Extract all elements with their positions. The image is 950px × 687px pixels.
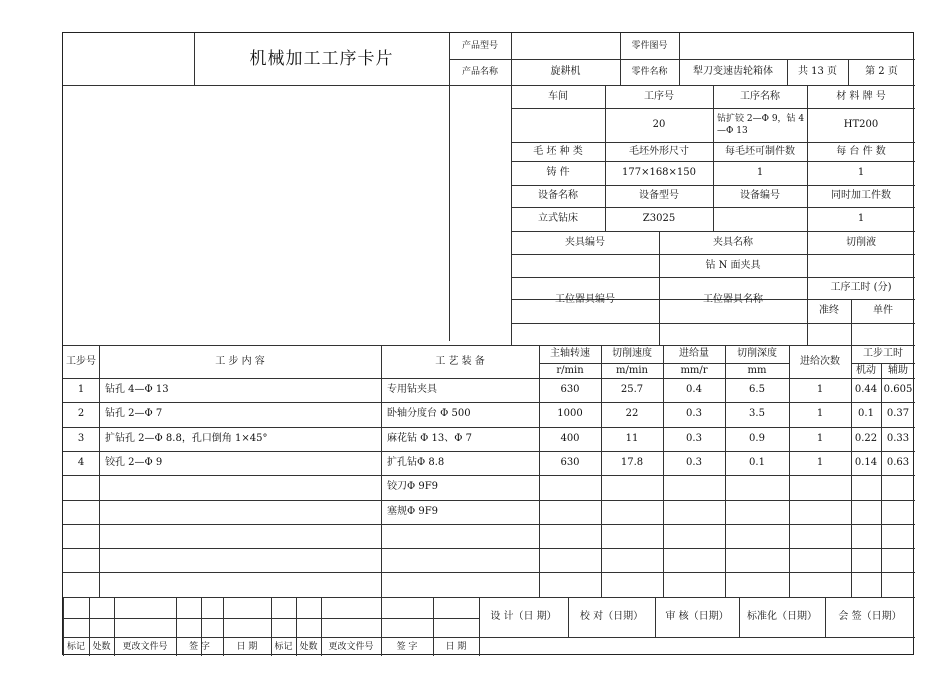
step-cell-aux <box>881 500 915 524</box>
step-cell-feed: 0.3 <box>686 457 702 469</box>
step-cell-passes: 1 <box>816 432 824 444</box>
step-cell-speed: 22 <box>625 408 639 420</box>
step-cell-aux <box>881 572 915 596</box>
unit-time-label: 单件 <box>873 305 893 316</box>
step-cell-equipment: 铰刀Φ 9F9 <box>387 481 439 493</box>
step-cell-machine <box>851 572 881 596</box>
equipment-no-label: 设备编号 <box>740 190 780 201</box>
footer-standardization: 标准化（日期） <box>747 611 817 622</box>
step-cell-content <box>99 524 381 548</box>
step-cell-machine <box>851 500 881 524</box>
process-name-value: 钻扩铰 2—Φ 9，钻 4—Φ 13 <box>717 114 805 136</box>
step-cell-depth <box>725 500 789 524</box>
pieces-per-unit-value: 1 <box>857 167 865 178</box>
equipment-name-value: 立式钻床 <box>538 213 578 224</box>
equipment-model-label: 设备型号 <box>639 190 679 201</box>
station-no-label: 工位器具编号 <box>555 294 615 305</box>
footer-design: 设 计（日 期） <box>490 611 557 622</box>
step-cell-aux: 0.605 <box>883 384 913 396</box>
blank-size-label: 毛坯外形尺寸 <box>629 145 689 157</box>
step-cell-depth <box>725 548 789 572</box>
coolant-label: 切削液 <box>846 236 876 248</box>
footer-count-label: 处数 <box>299 641 318 652</box>
header-step-time: 工步工时 <box>863 348 903 359</box>
step-cell-speed <box>601 572 663 596</box>
step-cell-passes <box>789 524 851 548</box>
step-cell-content <box>99 500 381 524</box>
workshop-label: 车间 <box>548 90 568 102</box>
step-cell-no <box>63 475 99 499</box>
step-cell-depth <box>725 475 789 499</box>
step-cell-speed: 17.8 <box>620 457 644 469</box>
step-cell-spindle <box>539 475 601 499</box>
process-card <box>62 32 914 655</box>
step-cell-spindle: 630 <box>560 384 580 396</box>
header-step-content: 工 步 内 容 <box>215 355 265 367</box>
step-cell-feed <box>663 572 725 596</box>
step-cell-equipment: 卧轴分度台 Φ 500 <box>387 408 471 420</box>
pieces-per-unit-label: 每 台 件 数 <box>836 145 886 157</box>
header-feed-unit: mm/r <box>680 364 708 376</box>
part-drawing-label: 零件图号 <box>631 41 668 51</box>
step-cell-feed <box>663 475 725 499</box>
step-cell-machine: 0.1 <box>858 408 874 420</box>
workshop-value <box>511 108 605 142</box>
header-spindle-unit: r/min <box>556 364 584 376</box>
part-drawing-value <box>679 33 915 59</box>
part-name-value: 犁刀变速齿轮箱体 <box>693 66 773 77</box>
step-cell-passes: 1 <box>816 408 824 420</box>
step-cell-speed <box>601 548 663 572</box>
step-cell-spindle <box>539 500 601 524</box>
step-cell-feed <box>663 548 725 572</box>
step-cell-passes <box>789 572 851 596</box>
page-number: 第 2 页 <box>865 66 898 77</box>
coolant-value <box>807 254 915 277</box>
step-cell-no <box>63 500 99 524</box>
equipment-no-value <box>713 207 807 231</box>
step-cell-depth <box>725 524 789 548</box>
simultaneous-value: 1 <box>857 213 865 224</box>
step-cell-content <box>99 548 381 572</box>
step-cell-no <box>63 548 99 572</box>
footer-mark-label: 标记 <box>66 641 85 652</box>
prep-time-label: 准终 <box>819 305 839 316</box>
step-cell-depth: 6.5 <box>749 384 765 396</box>
total-pages: 共 13 页 <box>797 66 838 77</box>
footer-countersign: 会 签（日期） <box>838 611 902 622</box>
material-value: HT200 <box>843 119 879 130</box>
step-cell-feed <box>663 500 725 524</box>
step-cell-equipment: 塞规Φ 9F9 <box>387 505 439 517</box>
pieces-per-blank-value: 1 <box>756 167 764 178</box>
footer-date-label: 日 期 <box>236 641 258 652</box>
step-cell-aux <box>881 524 915 548</box>
header-cutting-speed-unit: m/min <box>616 364 648 376</box>
blank-type-value: 铸 件 <box>546 167 570 178</box>
step-cell-content: 扩钻孔 2—Φ 8.8，孔口倒角 1×45° <box>105 432 268 444</box>
step-cell-no <box>63 572 99 596</box>
step-cell-speed <box>601 524 663 548</box>
step-cell-spindle: 1000 <box>557 408 583 420</box>
footer-review: 审 核（日期） <box>665 611 729 622</box>
header-spindle-speed: 主轴转速 <box>550 348 590 359</box>
step-cell-content: 钻孔 4—Φ 13 <box>105 384 169 396</box>
footer-mark-label: 标记 <box>274 641 293 652</box>
step-cell-equipment: 专用钻夹具 <box>387 384 437 396</box>
header-cut-depth-unit: mm <box>747 364 767 376</box>
step-cell-content: 铰孔 2—Φ 9 <box>105 457 163 469</box>
step-cell-passes: 1 <box>816 384 824 396</box>
material-label: 材 料 牌 号 <box>836 90 886 102</box>
step-cell-equipment <box>381 548 539 572</box>
step-cell-no: 4 <box>77 457 85 469</box>
step-cell-depth: 0.1 <box>749 457 765 469</box>
step-cell-aux <box>881 548 915 572</box>
step-cell-machine: 0.14 <box>854 457 878 469</box>
step-cell-equipment: 麻花钻 Φ 13、Φ 7 <box>387 432 473 444</box>
step-cell-depth: 3.5 <box>749 408 765 420</box>
step-cell-feed: 0.3 <box>686 408 702 420</box>
step-cell-depth <box>725 572 789 596</box>
product-model-value <box>511 33 620 59</box>
step-cell-spindle: 630 <box>560 457 580 469</box>
process-no-value: 20 <box>652 119 666 130</box>
step-cell-machine: 0.44 <box>854 384 878 396</box>
fixture-name-label: 夹具名称 <box>713 236 753 248</box>
equipment-name-label: 设备名称 <box>538 190 578 201</box>
card-title: 机械加工工序卡片 <box>249 49 394 69</box>
product-model-label: 产品型号 <box>461 41 498 51</box>
equipment-model-value: Z3025 <box>642 213 676 224</box>
step-cell-feed: 0.4 <box>686 384 702 396</box>
step-cell-speed: 25.7 <box>620 384 644 396</box>
step-cell-content: 钻孔 2—Φ 7 <box>105 408 163 420</box>
footer-count-label: 处数 <box>92 641 111 652</box>
step-cell-speed <box>601 500 663 524</box>
step-cell-passes <box>789 548 851 572</box>
process-name-label: 工序名称 <box>740 90 780 102</box>
step-cell-spindle <box>539 548 601 572</box>
blank-type-label: 毛 坯 种 类 <box>533 145 583 157</box>
step-cell-spindle <box>539 524 601 548</box>
footer-date-label: 日 期 <box>445 641 467 652</box>
footer-signature-label: 签 字 <box>396 641 418 652</box>
step-cell-aux: 0.63 <box>886 457 910 469</box>
step-cell-speed: 11 <box>625 432 639 444</box>
step-cell-aux: 0.33 <box>886 432 910 444</box>
header-cut-depth: 切削深度 <box>737 348 777 359</box>
header-passes: 进给次数 <box>800 355 840 367</box>
step-cell-feed <box>663 524 725 548</box>
step-cell-equipment: 扩孔钻Φ 8.8 <box>387 457 445 469</box>
step-cell-no: 3 <box>77 432 85 444</box>
process-no-label: 工序号 <box>644 90 674 102</box>
fixture-no-label: 夹具编号 <box>565 236 605 248</box>
step-cell-equipment <box>381 524 539 548</box>
step-cell-depth: 0.9 <box>749 432 765 444</box>
step-cell-no <box>63 524 99 548</box>
step-cell-aux: 0.37 <box>886 408 910 420</box>
step-cell-passes <box>789 475 851 499</box>
station-name-label: 工位器具名称 <box>703 294 763 305</box>
footer-change-doc-label: 更改文件号 <box>328 641 374 652</box>
blank-size-value: 177×168×150 <box>621 167 697 178</box>
product-name-label: 产品名称 <box>461 67 498 77</box>
step-cell-machine <box>851 524 881 548</box>
header-equipment: 工 艺 装 备 <box>435 355 485 367</box>
header-feed: 进给量 <box>679 348 709 359</box>
step-cell-no: 2 <box>77 408 85 420</box>
step-cell-machine: 0.22 <box>854 432 878 444</box>
header-aux-time: 辅助 <box>888 364 908 376</box>
step-cell-spindle <box>539 572 601 596</box>
fixture-no-value <box>511 254 659 277</box>
step-cell-machine <box>851 548 881 572</box>
step-cell-machine <box>851 475 881 499</box>
step-cell-spindle: 400 <box>560 432 580 444</box>
header-step-no: 工步号 <box>66 355 96 367</box>
part-name-label: 零件名称 <box>631 67 668 77</box>
step-cell-content <box>99 572 381 596</box>
step-cell-equipment <box>381 572 539 596</box>
step-cell-no: 1 <box>77 384 85 396</box>
header-cutting-speed: 切削速度 <box>612 348 652 359</box>
step-cell-feed: 0.3 <box>686 432 702 444</box>
footer-signature-label: 签 字 <box>189 641 210 652</box>
step-cell-speed <box>601 475 663 499</box>
header-machine-time: 机动 <box>856 364 876 376</box>
footer-check: 校 对（日期） <box>579 611 644 622</box>
product-name-value: 旋耕机 <box>550 66 581 77</box>
step-cell-passes: 1 <box>816 457 824 469</box>
step-cell-content <box>99 475 381 499</box>
pieces-per-blank-label: 每毛坯可制件数 <box>725 145 795 157</box>
footer-change-doc-label: 更改文件号 <box>122 641 168 652</box>
simultaneous-label: 同时加工件数 <box>831 190 891 201</box>
step-cell-aux <box>881 475 915 499</box>
fixture-name-value: 钻 N 面夹具 <box>705 259 761 271</box>
process-time-label: 工序工时 (分) <box>830 282 892 293</box>
step-cell-passes <box>789 500 851 524</box>
